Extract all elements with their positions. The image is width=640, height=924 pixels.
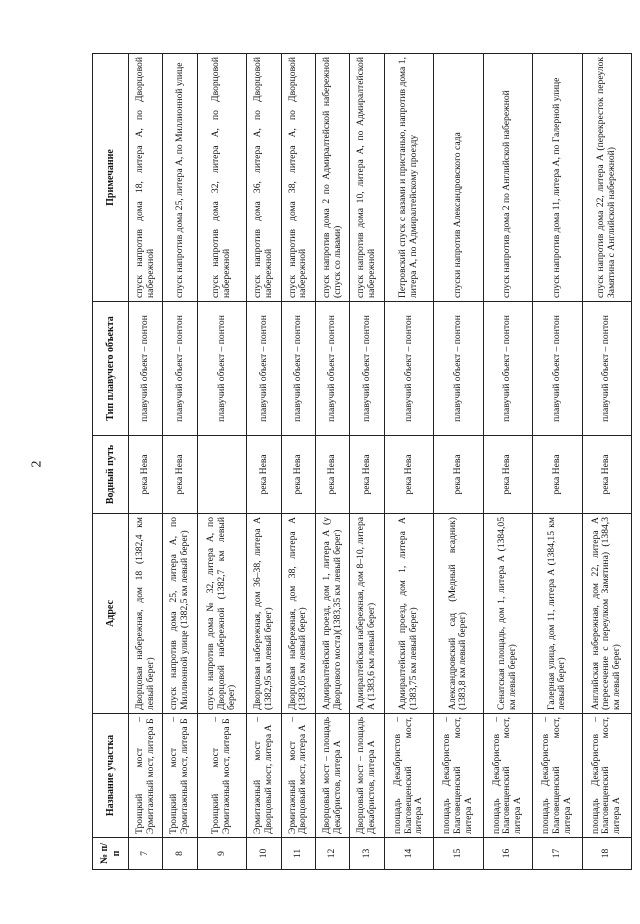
waterway-cell: река Нева — [247, 436, 281, 514]
object-type-cell: плавучий объект – понтон — [483, 302, 532, 436]
section-name-cell: площадь Декабристов – Благовещенский мост, литера А — [434, 714, 483, 838]
table-row — [483, 54, 532, 870]
address-cell: Адмиралтейский проезд, дом 1, литера А (у Дворцового моста)(1383,35 км левый берег) — [315, 514, 349, 714]
note-cell: спуск напротив дома 10, литера А, по Адмиралтейской набережной — [350, 54, 384, 302]
object-type-cell: плавучий объект – понтон — [434, 302, 483, 436]
note-cell: спуск напротив дома 36, литера А, по Дворцовой набережной — [247, 54, 281, 302]
section-name-cell: Дворцовый мост – площадь Декабристов, литера А — [315, 714, 349, 838]
object-type-cell: плавучий объект – понтон — [163, 302, 197, 436]
section-name-cell: Троицкий мост – Эрмитажный мост, литера Б — [129, 714, 163, 838]
note-cell: спуск напротив дома 11, литера А, по Галерной улице — [533, 54, 582, 302]
address-cell: Дворцовая набережная, дом 18 (1382,4 км левый берег) — [129, 514, 163, 714]
address-cell: Дворцовая набережная, дом 38, литера А (1383,05 км левый берег) — [281, 514, 315, 714]
address-cell: Александровский сад (Медный всадник) (1383,8 км левый берег) — [434, 514, 483, 714]
table-row — [384, 54, 433, 870]
waterway-cell: река Нева — [315, 436, 349, 514]
table-body — [129, 54, 632, 870]
waterway-cell: река Нева — [582, 436, 631, 514]
address-cell: Сенатская площадь, дом 1, литера А (1384,05 км левый берег) — [483, 514, 532, 714]
rotated-table-container — [92, 54, 632, 870]
waterway-cell — [197, 436, 246, 514]
note-cell: спуск напротив дома 2 по Английской набережной — [483, 54, 532, 302]
waterway-cell: река Нева — [350, 436, 384, 514]
table-row — [434, 54, 483, 870]
row-number-cell: 11 — [281, 838, 315, 870]
note-cell: Петровский спуск с вазами и пристанью, напротив дома 1, литера А, по Адмиралтейскому проезду — [384, 54, 433, 302]
object-type-cell: плавучий объект – понтон — [315, 302, 349, 436]
waterway-cell: река Нева — [129, 436, 163, 514]
note-cell: спуск напротив дома 18, литера А, по Дворцовой набережной — [129, 54, 163, 302]
table-row — [281, 54, 315, 870]
row-number-cell: 7 — [129, 838, 163, 870]
row-number-cell: 17 — [533, 838, 582, 870]
header-type: Тип плавучего объекта — [93, 302, 129, 436]
waterway-cell: река Нева — [533, 436, 582, 514]
section-name-cell: Эрмитажный мост – Дворцовый мост, литера А — [281, 714, 315, 838]
table-header-row — [93, 54, 129, 870]
object-type-cell: плавучий объект – понтон — [197, 302, 246, 436]
address-cell: спуск напротив дома № 32, литера А, по Дворцовой набережной (1382,7 км левый берег) — [197, 514, 246, 714]
object-type-cell: плавучий объект – понтон — [533, 302, 582, 436]
header-name: Название участка — [93, 714, 129, 838]
note-cell: спуск напротив дома 32, литера А, по Дворцовой набережной — [197, 54, 246, 302]
object-type-cell: плавучий объект – понтон — [350, 302, 384, 436]
object-type-cell: плавучий объект – понтон — [129, 302, 163, 436]
section-name-cell: площадь Декабристов – Благовещенский мост, литера А — [483, 714, 532, 838]
note-cell: спуски напротив Александровского сада — [434, 54, 483, 302]
header-address: Адрес — [93, 514, 129, 714]
table-row — [197, 54, 246, 870]
section-name-cell: площадь Декабристов – Благовещенский мост, литера А — [533, 714, 582, 838]
object-type-cell: плавучий объект – понтон — [582, 302, 631, 436]
waterway-cell: река Нева — [163, 436, 197, 514]
address-cell: Английская набережная, дом 22, литера А (пересечение с переулком Замятина) (1384,3 км левый берег) — [582, 514, 631, 714]
row-number-cell: 13 — [350, 838, 384, 870]
section-name-cell: Троицкий мост – Эрмитажный мост, литера Б — [197, 714, 246, 838]
note-cell: спуск напротив дома 2 по Адмиралтейской набережной (спуск со львами) — [315, 54, 349, 302]
header-num: № п/п — [93, 838, 129, 870]
section-name-cell: Дворцовый мост – площадь Декабристов, литера А — [350, 714, 384, 838]
row-number-cell: 12 — [315, 838, 349, 870]
row-number-cell: 15 — [434, 838, 483, 870]
row-number-cell: 9 — [197, 838, 246, 870]
table-row — [247, 54, 281, 870]
address-cell: Галерная улица, дом 11, литера А (1384,15 км левый берег) — [533, 514, 582, 714]
object-type-cell: плавучий объект – понтон — [247, 302, 281, 436]
waterway-cell: река Нева — [434, 436, 483, 514]
note-cell: спуск напротив дома 22, литера А (перекресток переулок Замятина с Английской набережной) — [582, 54, 631, 302]
header-note: Примечание — [93, 54, 129, 302]
waterway-cell: река Нева — [384, 436, 433, 514]
address-cell: спуск напротив дома 25, литера А, по Миллионной улице (1382,5 км левый берег) — [163, 514, 197, 714]
address-cell: Дворцовая набережная, дом 36–38, литера А (1382,95 км левый берег) — [247, 514, 281, 714]
waterway-cell: река Нева — [281, 436, 315, 514]
row-number-cell: 8 — [163, 838, 197, 870]
address-cell: Адмиралтейский проезд, дом 1, литера А (1383,75 км левый берег) — [384, 514, 433, 714]
section-name-cell: Троицкий мост – Эрмитажный мост, литера Б — [163, 714, 197, 838]
table-row — [315, 54, 349, 870]
table-row — [533, 54, 582, 870]
section-name-cell: Эрмитажный мост – Дворцовый мост, литера А — [247, 714, 281, 838]
note-cell: спуск напротив дома 38, литера А, по Дворцовой набережной — [281, 54, 315, 302]
row-number-cell: 18 — [582, 838, 631, 870]
note-cell: спуск напротив дома 25, литера А, по Миллионной улице — [163, 54, 197, 302]
section-name-cell: площадь Декабристов – Благовещенский мост, литера А — [384, 714, 433, 838]
row-number-cell: 10 — [247, 838, 281, 870]
table-row — [350, 54, 384, 870]
page-number: 2 — [29, 460, 45, 468]
section-name-cell: площадь Декабристов – Благовещенский мост, литера А — [582, 714, 631, 838]
row-number-cell: 14 — [384, 838, 433, 870]
object-type-cell: плавучий объект – понтон — [281, 302, 315, 436]
table-row — [129, 54, 163, 870]
table-row — [163, 54, 197, 870]
header-waterway: Водный путь — [93, 436, 129, 514]
address-cell: Адмиралтейская набережная, дом 8–10, литера А (1383,6 км левый берег) — [350, 514, 384, 714]
waterway-cell: река Нева — [483, 436, 532, 514]
pontoon-table — [92, 53, 632, 870]
row-number-cell: 16 — [483, 838, 532, 870]
object-type-cell: плавучий объект – понтон — [384, 302, 433, 436]
table-row — [582, 54, 631, 870]
